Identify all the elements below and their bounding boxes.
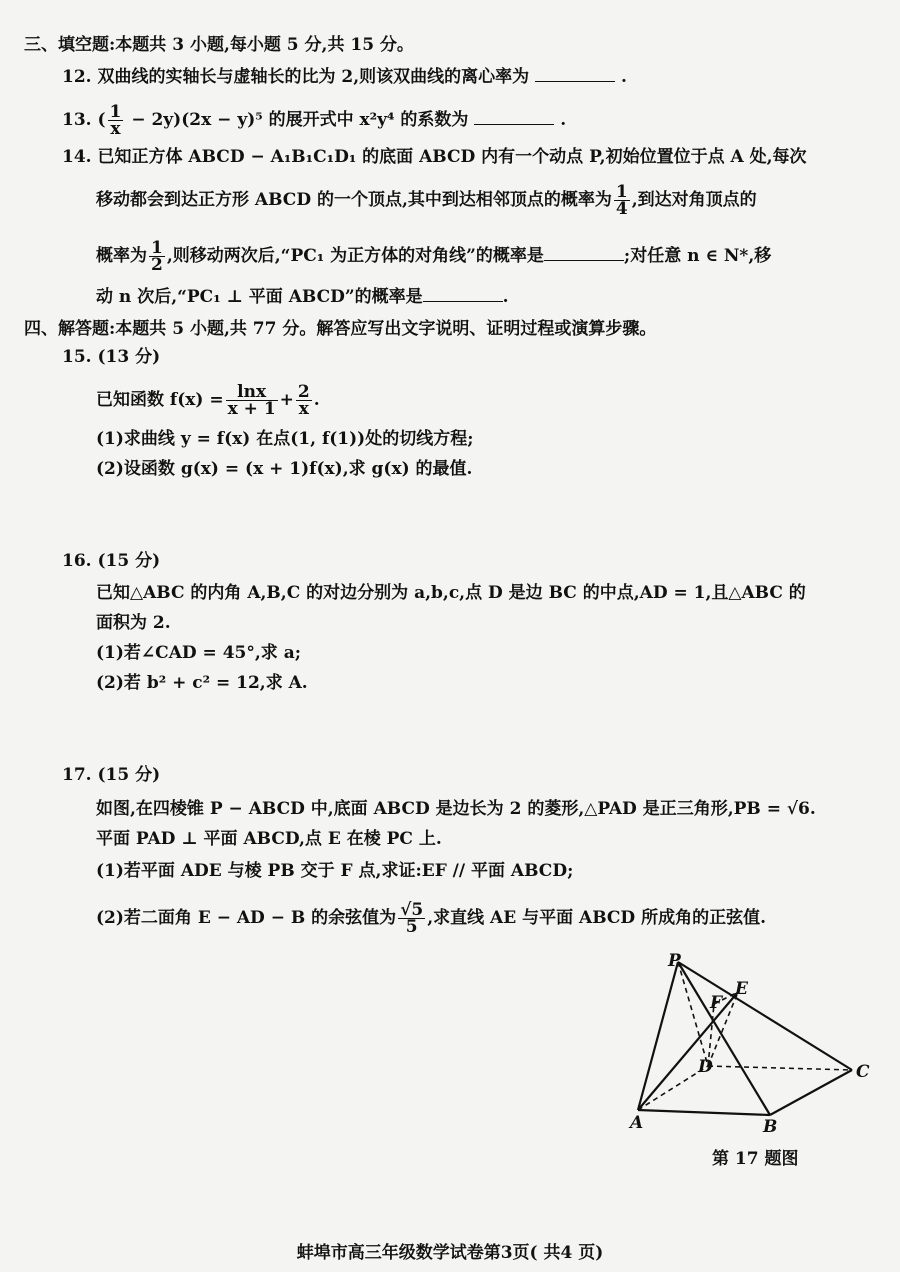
- q15-part2: (2)设函数 g(x) = (x + 1)f(x),求 g(x) 的最值.: [96, 459, 473, 479]
- label-B: B: [763, 1117, 778, 1137]
- q16-title: 16. (15 分): [62, 551, 161, 571]
- q17-frac-den: 5: [405, 917, 418, 937]
- pyramid-figure: [620, 950, 890, 1140]
- label-P: P: [668, 951, 681, 971]
- q13-lparen: (: [97, 110, 106, 130]
- edge-DC: [708, 1066, 852, 1070]
- label-A: A: [630, 1113, 644, 1133]
- q17-fraction: [398, 902, 425, 935]
- q15-plus: +: [279, 390, 294, 410]
- q14-text-3a: 概率为: [96, 246, 147, 266]
- q16-line1: 已知△ABC 的内角 A,B,C 的对边分别为 a,b,c,点 D 是边 BC 的中点,AD = 1,且△ABC 的: [96, 583, 806, 603]
- q14-number: 14.: [62, 147, 92, 167]
- q14-text-4a: 动 n 次后,“PC₁ ⊥ 平面 ABCD”的概率是: [96, 287, 423, 307]
- q14-frac1-den: 4: [615, 199, 628, 219]
- q15-part1: (1)求曲线 y = f(x) 在点(1, f(1))处的切线方程;: [96, 429, 474, 449]
- q12-text: 双曲线的实轴长与虚轴长的比为 2,则该双曲线的离心率为: [97, 67, 530, 87]
- label-F: F: [710, 993, 723, 1013]
- question-12: [62, 66, 627, 88]
- label-E: E: [735, 979, 748, 999]
- q17-part1: (1)若平面 ADE 与棱 PB 交于 F 点,求证:EF // 平面 ABCD;: [96, 861, 574, 881]
- q17-part2: [96, 902, 766, 935]
- section3-header: 三、填空题:本题共 3 小题,每小题 5 分,共 15 分。: [24, 35, 414, 55]
- q14-blank-1: [544, 246, 624, 261]
- q16-part1: (1)若∠CAD = 45°,求 a;: [96, 643, 301, 663]
- figure-caption: 第 17 题图: [712, 1149, 799, 1169]
- q15-text-1b: .: [313, 390, 320, 410]
- q16-line2: 面积为 2.: [96, 613, 171, 633]
- q15-title: 15. (13 分): [62, 347, 161, 367]
- q15-text-1a: 已知函数 f(x) =: [96, 390, 224, 410]
- q17-title: 17. (15 分): [62, 765, 161, 785]
- q14-text-3c: ;对任意 n ∈ N*,移: [623, 246, 772, 266]
- q17-text-2a: (2)若二面角 E − AD − B 的余弦值为: [96, 908, 397, 928]
- q15-frac2-num: 2: [297, 382, 310, 402]
- q14-line2: [96, 184, 757, 217]
- q13-blank: [474, 110, 554, 125]
- q13-frac-den: x: [110, 119, 121, 139]
- q17-line1: 如图,在四棱锥 P − ABCD 中,底面 ABCD 是边长为 2 的菱形,△PAD 是正三角形,PB = √6.: [96, 799, 816, 819]
- q13-expression: − 2y)(2x − y)⁵ 的展开式中 x²y⁴ 的系数为: [131, 110, 469, 130]
- label-C: C: [856, 1062, 870, 1082]
- q12-end: .: [621, 67, 627, 87]
- q14-line1: [62, 146, 807, 168]
- page-footer: 蚌埠市高三年级数学试卷第3页( 共4 页): [296, 1243, 604, 1263]
- q17-frac-num: √5: [400, 900, 424, 920]
- q13-number: 13.: [62, 110, 92, 130]
- q14-line3: [96, 240, 771, 273]
- q14-text-2b: ,到达对角顶点的: [631, 190, 757, 210]
- q17-text-2b: ,求直线 AE 与平面 ABCD 所成角的正弦值.: [427, 908, 767, 928]
- q14-blank-2: [423, 287, 503, 302]
- q13-frac-num: 1: [109, 102, 122, 122]
- q12-blank: [535, 67, 615, 82]
- q14-fraction-2: [149, 240, 165, 273]
- q14-text-2a: 移动都会到达正方形 ABCD 的一个顶点,其中到达相邻顶点的概率为: [96, 190, 612, 210]
- q14-text-4b: .: [502, 287, 509, 307]
- q13-end: .: [560, 110, 567, 130]
- q15-fraction-1: [226, 384, 278, 417]
- q14-line4: [96, 286, 509, 308]
- question-13: [62, 104, 566, 137]
- q14-text-3b: ,则移动两次后,“PC₁ 为正方体的对角线”的概率是: [166, 246, 544, 266]
- q15-frac1-num: lnx: [226, 384, 278, 401]
- q14-frac2-den: 2: [151, 255, 163, 275]
- edge-PB: [678, 962, 770, 1115]
- q17-line2: 平面 PAD ⊥ 平面 ABCD,点 E 在棱 PC 上.: [96, 829, 442, 849]
- q15-fraction-2: [296, 384, 312, 417]
- q14-fraction-1: [614, 184, 630, 217]
- q14-frac1-num: 1: [615, 182, 628, 202]
- edge-PC: [678, 962, 852, 1070]
- q15-frac1-den: x + 1: [227, 399, 276, 419]
- q15-frac2-den: x: [298, 399, 309, 419]
- q14-text-1: 已知正方体 ABCD − A₁B₁C₁D₁ 的底面 ABCD 内有一个动点 P,初始位置位于点 A 处,每次: [97, 147, 807, 167]
- q12-number: 12.: [62, 67, 92, 87]
- q16-part2: (2)若 b² + c² = 12,求 A.: [96, 673, 308, 693]
- label-D: D: [698, 1057, 713, 1077]
- q15-line1: [96, 384, 320, 417]
- q14-frac2-num: 1: [151, 238, 163, 258]
- edge-AB: [638, 1110, 770, 1115]
- q13-fraction: [108, 104, 124, 137]
- section4-header: 四、解答题:本题共 5 小题,共 77 分。解答应写出文字说明、证明过程或演算步骤。: [24, 319, 657, 339]
- edge-BC: [770, 1070, 852, 1115]
